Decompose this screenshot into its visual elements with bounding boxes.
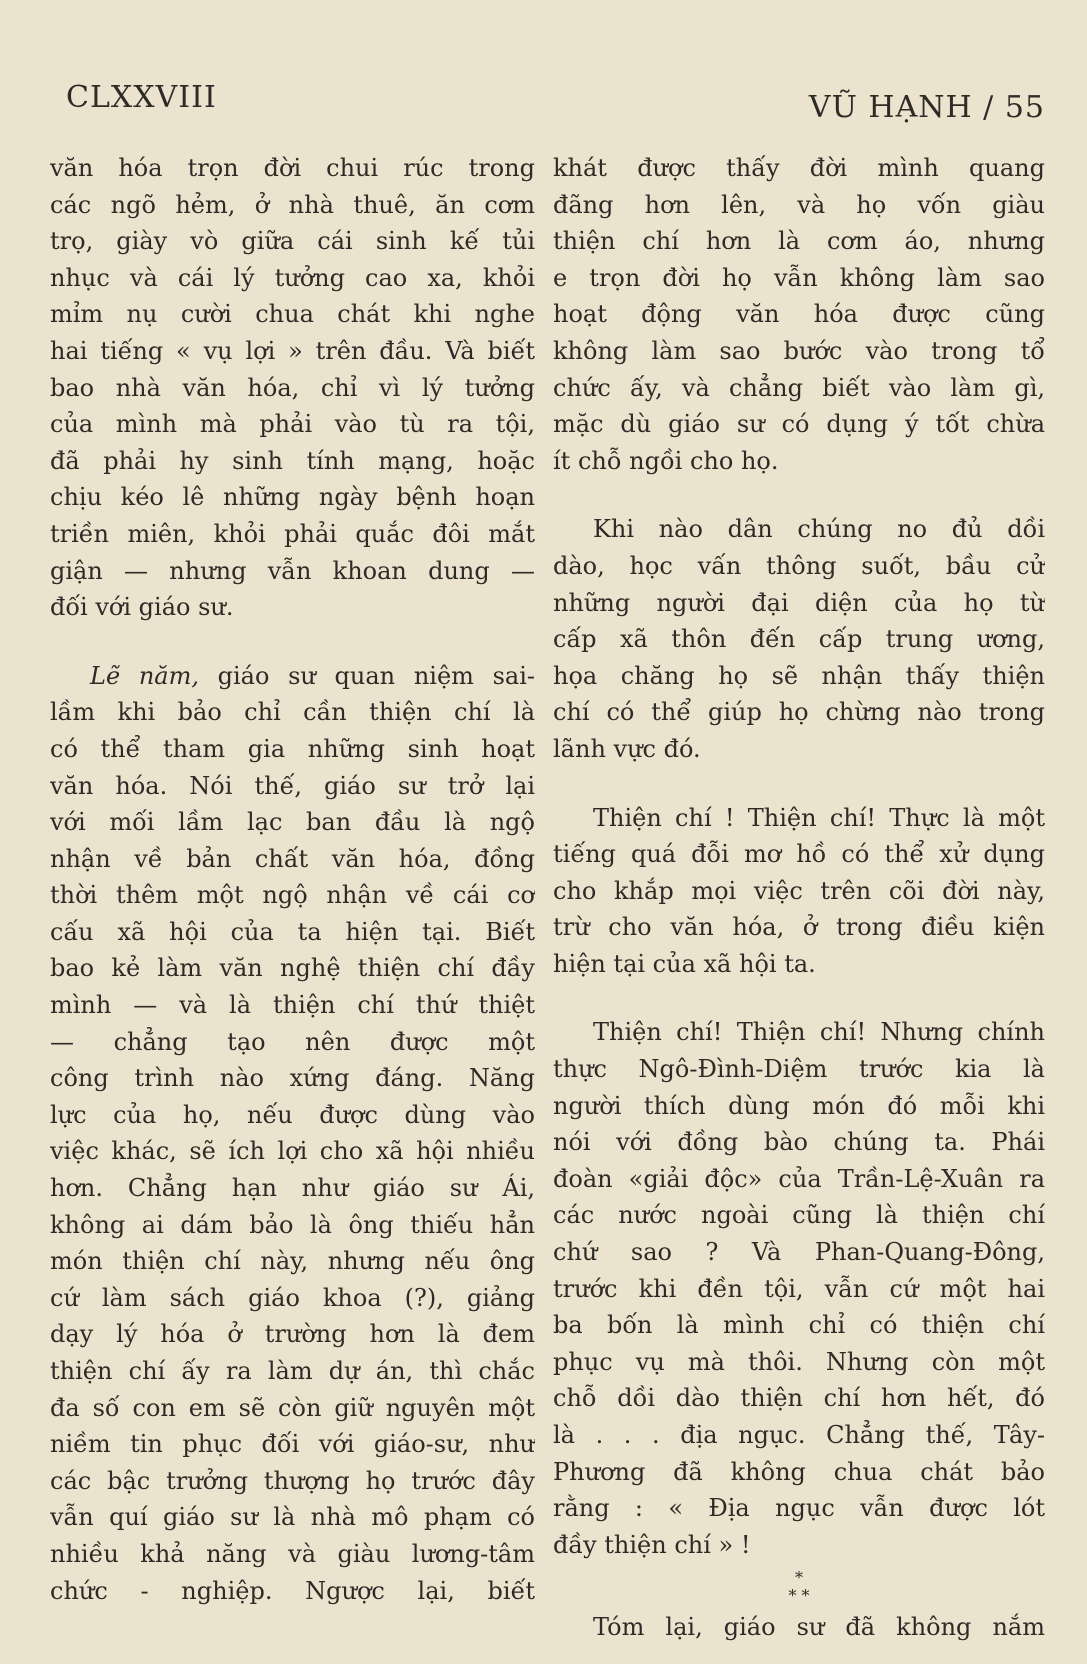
text-line: nhục và cái lý tưởng cao xa, khỏi (50, 263, 535, 292)
text-line: Khi nào dân chúng no đủ dồi (593, 515, 1045, 544)
text-line: vẫn quí giáo sư là nhà mô phạm có (50, 1503, 535, 1532)
text-line: thiện chí hơn là cơm áo, nhưng (553, 227, 1045, 256)
text-line: chỗ dồi dào thiện chí hơn hết, đó (553, 1384, 1045, 1413)
text-line: khát được thấy đời mình quang (553, 154, 1045, 182)
text-line: không làm sao bước vào trong tổ (553, 336, 1045, 365)
text-line: chí có thể giúp họ chừng nào trong (553, 698, 1045, 727)
text-line: hơn. Chẳng hạn như giáo sư Ái, (50, 1174, 535, 1203)
text-line: văn hóa. Nói thế, giáo sư trở lại (50, 771, 535, 800)
text-line: trừ cho văn hóa, ở trong điều kiện (553, 913, 1045, 942)
text-line: mỉm nụ cười chua chát khi nghe (50, 300, 535, 329)
text-line: thiện chí ấy ra làm dự án, thì chắc (50, 1357, 535, 1385)
text-line: chức - nghiệp. Ngược lại, biết (50, 1576, 535, 1605)
paragraph (50, 658, 535, 1609)
text-line: lãnh vực đó. (553, 734, 701, 763)
text-line: đa số con em sẽ còn giữ nguyên một (50, 1393, 535, 1422)
text-line: người thích dùng món đó mỗi khi (553, 1091, 1045, 1120)
left-column (50, 150, 535, 1609)
section-separator (553, 1563, 1045, 1609)
text-line: đầy thiện chí » ! (553, 1530, 751, 1559)
text-line: các nước ngoài cũng là thiện chí (553, 1201, 1045, 1230)
text-line: nhận về bản chất văn hóa, đồng (50, 844, 535, 873)
text-line: các bậc trưởng thượng họ trước đây (50, 1466, 535, 1495)
text-line: cấu xã hội của ta hiện tại. Biết (50, 917, 535, 946)
text-line: với mối lầm lạc ban đầu là ngộ (50, 808, 535, 837)
text-line: Phương đã không chua chát bảo (553, 1457, 1045, 1486)
header-right: VŨ HẠNH / 55 (808, 90, 1045, 125)
text-line: những người đại diện của họ từ (553, 588, 1045, 617)
paragraph (50, 150, 535, 626)
paragraph (553, 150, 1045, 479)
text-line: công trình nào xứng đáng. Năng (50, 1064, 535, 1093)
separator-stars: * * (788, 1586, 810, 1606)
text-line: Thiện chí! Thiện chí! Nhưng chính (593, 1018, 1045, 1047)
text-line: Tóm lại, giáo sư đã không nắm (593, 1613, 1045, 1642)
paragraph (553, 1014, 1045, 1563)
text-line: tiếng quá đỗi mơ hồ có thể xử dụng (553, 840, 1045, 869)
text-line: đãng hơn lên, và họ vốn giàu (553, 190, 1045, 219)
text-line: hoạt động văn hóa được cũng (553, 300, 1045, 329)
text-line: thực Ngô-Đình-Diệm trước kia là (553, 1055, 1045, 1084)
text-line: trước khi đền tội, vẫn cứ một hai (553, 1274, 1045, 1303)
text-line: lực của họ, nếu được dùng vào (50, 1100, 535, 1129)
text-line: lầm khi bảo chỉ cần thiện chí là (50, 698, 535, 727)
text-line: ít chỗ ngồi cho họ. (553, 446, 779, 475)
text-line: việc khác, sẽ ích lợi cho xã hội nhiều (50, 1137, 535, 1166)
text-line: có thể tham gia những sinh hoạt (50, 734, 535, 763)
text-line: là . . . địa ngục. Chẳng thế, Tây- (553, 1421, 1045, 1449)
text-line: đoàn «giải độc» của Trần-Lệ-Xuân ra (553, 1164, 1045, 1193)
header-left: CLXXVIII (66, 80, 217, 115)
text-line: bao nhà văn hóa, chỉ vì lý tưởng (50, 373, 535, 402)
text-line: bao kẻ làm văn nghệ thiện chí đầy (50, 954, 535, 983)
text-line: mình — và là thiện chí thứ thiệt (50, 991, 535, 1020)
text-line: niềm tin phục đối với giáo-sư, như (50, 1430, 535, 1459)
text-line: chứ sao ? Và Phan-Quang-Đông, (553, 1238, 1045, 1267)
text-line: đối với giáo sư. (50, 593, 234, 622)
right-column (553, 150, 1045, 1646)
text-line: ba bốn là mình chỉ có thiện chí (553, 1311, 1045, 1340)
paragraph (553, 1609, 1045, 1646)
text-line: không ai dám bảo là ông thiếu hẳn (50, 1210, 535, 1239)
paragraph (553, 511, 1045, 767)
text-line (50, 658, 535, 695)
text-line: cấp xã thôn đến cấp trung ương, (553, 625, 1045, 654)
text-line: nhiều khả năng và giàu lương-tâm (50, 1539, 535, 1568)
text-line: nói với đồng bào chúng ta. Phái (553, 1128, 1045, 1157)
text-line: dào, học vấn thông suốt, bầu cử (553, 551, 1045, 580)
paragraph (553, 800, 1045, 983)
text-line: món thiện chí này, nhưng nếu ông (50, 1247, 535, 1276)
text-line: phục vụ mà thôi. Nhưng còn một (553, 1347, 1045, 1376)
emphasis-text: Lẽ năm, (90, 661, 199, 690)
text-line: chức ấy, và chẳng biết vào làm gì, (553, 373, 1045, 402)
text-line: cứ làm sách giáo khoa (?), giảng (50, 1283, 535, 1312)
text-span: giáo sư quan niệm sai- (198, 661, 535, 690)
text-line: mặc dù giáo sư có dụng ý tốt chừa (553, 410, 1045, 439)
text-line: rằng : « Địa ngục vẫn được lót (553, 1494, 1045, 1523)
text-line: Thiện chí ! Thiện chí! Thực là một (593, 803, 1045, 832)
text-line: trọ, giày vò giữa cái sinh kế tủi (50, 227, 535, 256)
text-line: thời thêm một ngộ nhận về cái cơ (50, 881, 535, 910)
text-line: văn hóa trọn đời chui rúc trong (50, 154, 535, 182)
text-line: triền miên, khỏi phải quắc đôi mắt (50, 519, 535, 548)
text-line: đã phải hy sinh tính mạng, hoặc (50, 446, 535, 475)
text-line: cho khắp mọi việc trên cõi đời này, (553, 876, 1045, 905)
text-line: e trọn đời họ vẫn không làm sao (553, 263, 1045, 292)
text-line: chịu kéo lê những ngày bệnh hoạn (50, 483, 535, 512)
text-line: — chẳng tạo nên được một (50, 1027, 535, 1056)
text-line: dạy lý hóa ở trường hơn là đem (50, 1320, 535, 1349)
text-line: giận — nhưng vẫn khoan dung — (50, 556, 535, 585)
text-line: các ngõ hẻm, ở nhà thuê, ăn cơm (50, 190, 535, 219)
text-line: hai tiếng « vụ lợi » trên đầu. Và biết (50, 336, 535, 365)
separator-star: * (795, 1568, 803, 1588)
text-line: họa chăng họ sẽ nhận thấy thiện (553, 661, 1045, 690)
text-line: hiện tại của xã hội ta. (553, 949, 816, 978)
text-line: của mình mà phải vào tù ra tội, (50, 410, 535, 439)
